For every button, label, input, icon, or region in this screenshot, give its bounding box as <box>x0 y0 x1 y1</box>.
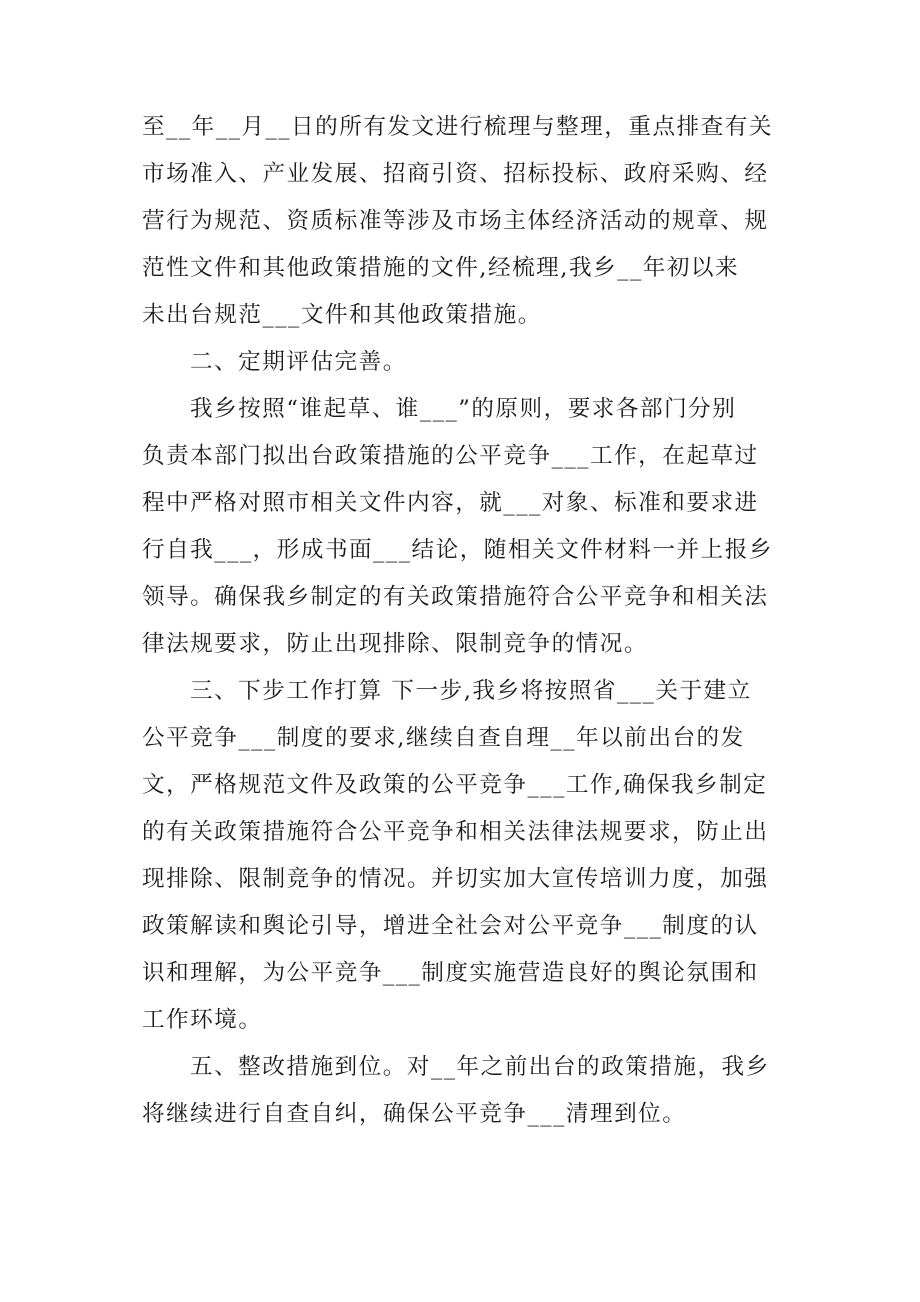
text-line: 领导。确保我乡制定的有关政策措施符合公平竞争和相关法 <box>142 584 769 610</box>
text-line: 的有关政策措施符合公平竞争和相关法律法规要求，防止出 <box>142 819 769 845</box>
text-line: 政策解读和舆论引导，增进全社会对公平竞争___制度的认 <box>142 913 759 939</box>
text-line: 负责本部门拟出台政策措施的公平竞争___工作，在起草过 <box>142 443 759 469</box>
text-line: 我乡按照“谁起草、谁___”的原则，要求各部门分别 <box>190 396 737 422</box>
text-line: 文，严格规范文件及政策的公平竞争___工作,确保我乡制定 <box>142 772 768 798</box>
text-line: 工作环境。 <box>142 1007 263 1033</box>
document-body <box>142 104 782 1138</box>
text-line: 识和理解，为公平竞争___制度实施营造良好的舆论氛围和 <box>142 960 759 986</box>
section-heading: 二、定期评估完善。 <box>190 349 407 375</box>
section-heading: 三、下步工作打算 下一步,我乡将按照省___关于建立 <box>190 678 752 704</box>
text-line: 至__年__月__日的所有发文进行梳理与整理，重点排查有关 <box>142 114 773 140</box>
text-line: 市场准入、产业发展、招商引资、招标投标、政府采购、经 <box>142 161 769 187</box>
text-line: 范性文件和其他政策措施的文件,经梳理,我乡__年初以来 <box>142 255 740 281</box>
text-line: 行自我___，形成书面___结论，随相关文件材料一并上报乡 <box>142 537 773 563</box>
text-line: 将继续进行自查自纠，确保公平竞争___清理到位。 <box>142 1101 687 1127</box>
text-line: 公平竞争___制度的要求,继续自查自理__年以前出台的发 <box>142 725 745 751</box>
text-line: 营行为规范、资质标准等涉及市场主体经济活动的规章、规 <box>142 208 769 234</box>
text-line: 未出台规范___文件和其他政策措施。 <box>142 302 542 328</box>
text-line: 现排除、限制竞争的情况。并切实加大宣传培训力度，加强 <box>142 866 769 892</box>
section-heading: 五、整改措施到位。对__年之前出台的政策措施，我乡 <box>190 1054 770 1080</box>
text-line: 律法规要求，防止出现排除、限制竞争的情况。 <box>142 631 648 657</box>
text-line: 程中严格对照市相关文件内容，就___对象、标准和要求进 <box>142 490 759 516</box>
